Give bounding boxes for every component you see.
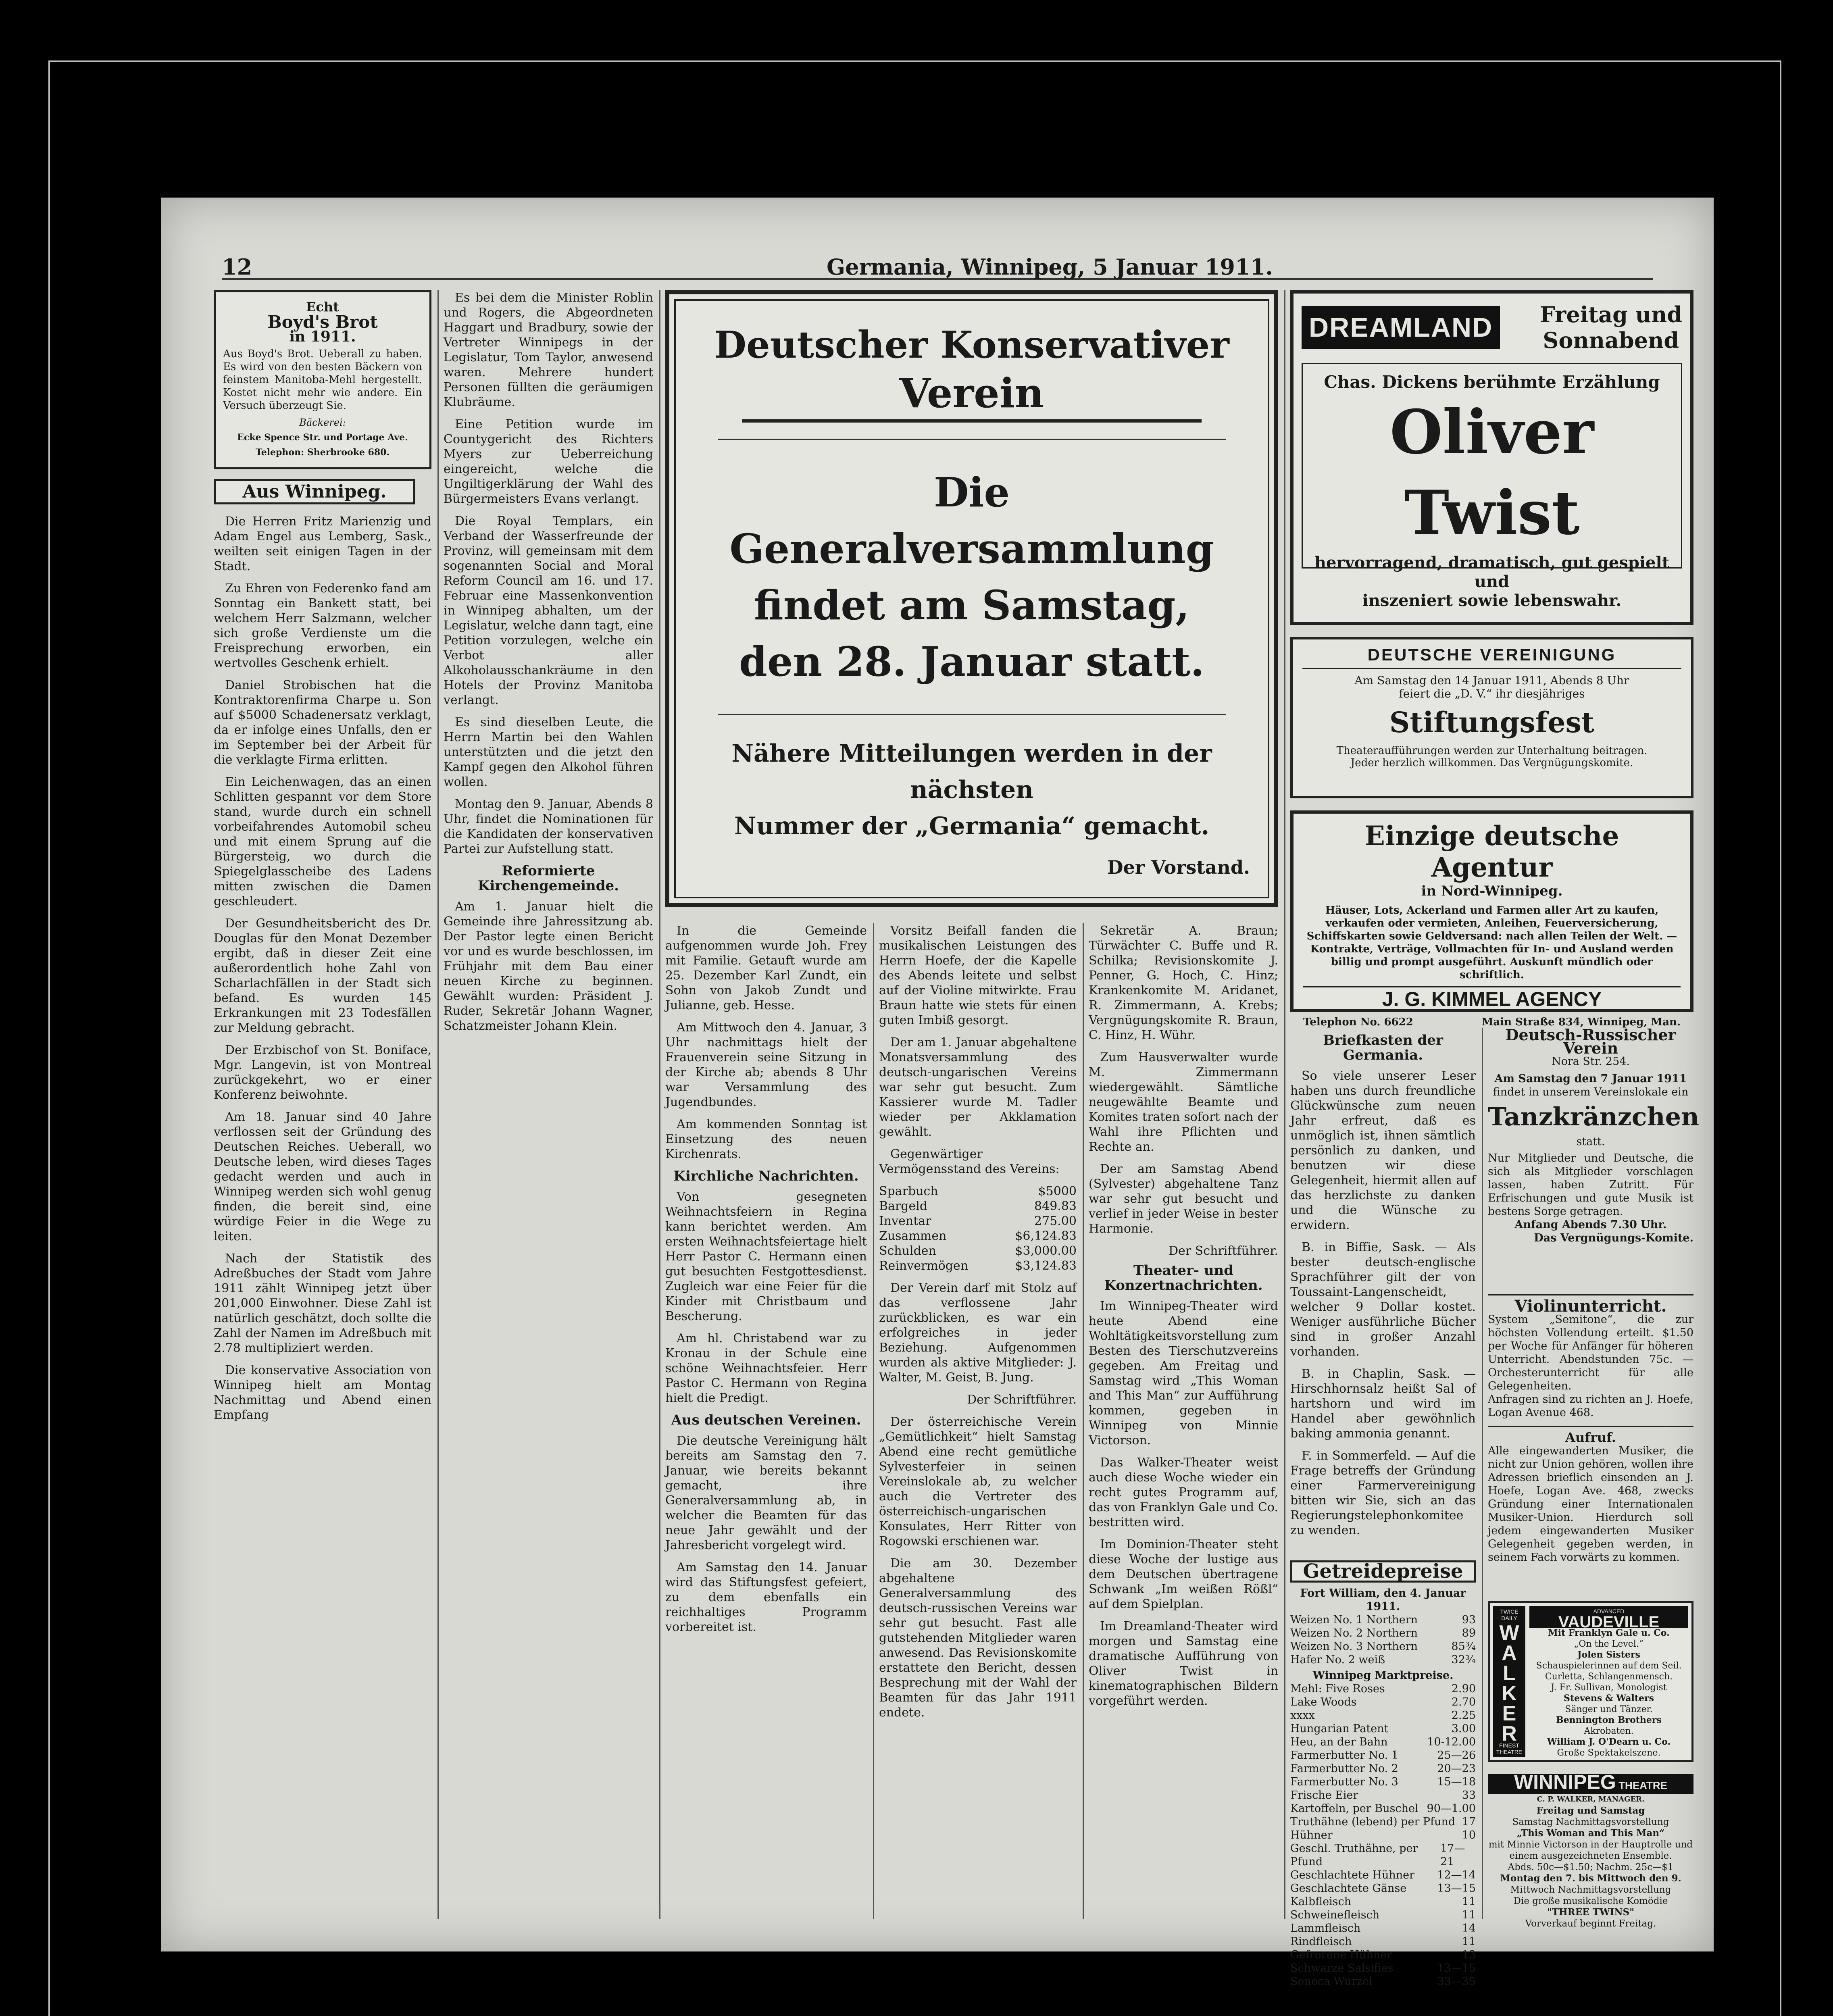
table-row (1290, 1722, 1476, 1735)
row-value: 12—14 (1437, 1869, 1476, 1881)
row-label: Zusammen (879, 1229, 947, 1243)
article-paragraph: Im Dreamland-Theater wird morgen und Samstag eine dramatische Aufführung von Oliver Twist in kinematographischen Bildern vorgeführt werden. (1089, 1619, 1278, 1708)
vereinigung-line-4: Jeder herzlich willkommen. Das Vergnügungskomite. (1350, 757, 1633, 769)
folio-title: Germania, Winnipeg, 5 Januar 1911. (827, 254, 1273, 280)
row-label: Farmerbutter No. 3 (1290, 1776, 1398, 1788)
theatre-logo-1: WINNIPEG (1514, 1771, 1616, 1793)
article-paragraph: Ein Leichenwagen, das an einen Schlitten gespannt vor dem Store stand, wurde durch ein schnell vorbeifahrendes Automobil scheu und mit einem Sprung auf die Bürgersteig, wo durch die Spiegelglasscheibe des Ladens mitten zwischen die Damen geschleudert. (214, 775, 431, 908)
article-paragraph: Die Royal Templars, ein Verband der Wasserfreunde der Provinz, will gemeinsam mit dem sogenannten Social and Moral Reform Council am 16. und 17. Februar eine Massenkonvention in Winnipeg abhalten, um der Legislatur, welche dann tagt, eine Petition vorzulegen, welche ein Verbot aller Alkoholausschankräume in den Hotels der Provinz Manitoba verlangt. (444, 514, 653, 707)
table-row (1290, 1709, 1476, 1722)
article-paragraph: Nach der Statistik des Adreßbuches der Stadt vom Jahre 1911 zählt Winnipeg jetzt über 201,000 Einwohner. Diese Zahl ist natürlich geschätzt, doch sollte die Zahl der Namen im Adreßbuch mit 2.78 multipliziert werden. (214, 1252, 431, 1355)
walker-side-banner (1493, 1606, 1525, 1757)
row-label: Mehl: Five Roses (1290, 1683, 1385, 1695)
vereinigung-line-3: Theateraufführungen werden zur Unterhaltung beitragen. (1336, 745, 1648, 757)
russischer-line-2: findet in unserem Vereinslokale ein (1493, 1086, 1689, 1098)
article-paragraph: Daniel Strobischen hat die Kontraktorenfirma Charpe u. Son auf $5000 Schadenersatz verklagt, da er infolge eines Unfalls, den er im September bei der Arbeit für die verklagte Firma erlitten. (214, 678, 431, 767)
table-row (879, 1243, 1077, 1258)
russischer-time: Anfang Abends 7.30 Uhr. (1514, 1218, 1667, 1231)
table-row (1290, 1682, 1476, 1695)
row-label: Truthähne (lebend) per Pfund (1290, 1816, 1456, 1828)
row-value: 11 (1462, 1909, 1476, 1921)
table-row (1290, 1695, 1476, 1709)
ad-signature: Der Vorstand. (1107, 856, 1250, 878)
row-value: 15—18 (1437, 1776, 1476, 1788)
table-row (1290, 1948, 1476, 1962)
column-4 (879, 923, 1077, 1919)
dreamland-desc-2: inszeniert sowie lebenswahr. (1362, 591, 1622, 610)
row-value: 11 (1462, 1935, 1476, 1948)
table-row (1290, 1640, 1476, 1653)
row-label: Inventar (879, 1214, 931, 1228)
column-2 (444, 290, 653, 1919)
vereinigung-line-2: feiert die „D. V.“ ihr diesjähriges (1399, 687, 1585, 700)
agentur-address: Main Straße 834, Winnipeg, Man. (1481, 1016, 1681, 1028)
table-row (1290, 1975, 1476, 1988)
row-label: Lake Woods (1290, 1696, 1357, 1708)
dreamland-author: Chas. Dickens berühmte Erzählung (1324, 372, 1660, 392)
walker-line: Jolen Sisters (1577, 1649, 1640, 1660)
walker-side-text: WALKER (1498, 1621, 1521, 1742)
section-title-aus-winnipeg: Aus Winnipeg. (214, 479, 415, 504)
getreide-sub: Fort William, den 4. Januar 1911. (1300, 1587, 1466, 1613)
table-row (1290, 1735, 1476, 1749)
vereinigung-title: DEUTSCHE VEREINIGUNG (1302, 645, 1681, 669)
table-row (1290, 1749, 1476, 1762)
walker-line: William J. O'Dearn u. Co. (1547, 1737, 1671, 1747)
row-value: 93 (1462, 1614, 1476, 1626)
finance-table (879, 1184, 1077, 1273)
row-value: 90—1.00 (1427, 1802, 1476, 1815)
konservativer-verein-ad (665, 290, 1278, 907)
ad-title-1: Deutscher Konservativer (714, 323, 1229, 367)
boyds-addr2: Ecke Spence Str. und Portage Ave. (237, 432, 408, 443)
walker-line: Sänger und Tänzer. (1565, 1704, 1653, 1714)
russischer-line-1: Am Samstag den 7 Januar 1911 (1494, 1073, 1687, 1085)
article-paragraph: Im Dominion-Theater steht diese Woche der lustige aus dem Deutschen übertragene Schwank „Im weißen Rößl“ auf dem Spielplan. (1089, 1537, 1278, 1611)
row-value: 85¾ (1451, 1640, 1476, 1653)
article-paragraph: Die Herren Fritz Marienzig und Adam Engel aus Lemberg, Sask., weilten seit einigen Tagen in der Stadt. (214, 514, 431, 573)
row-label: Geschlachtete Hühner (1290, 1869, 1414, 1881)
row-value: 33 (1462, 1789, 1476, 1801)
row-value: 33—35 (1437, 1975, 1476, 1988)
theatre-line: Freitag und Samstag (1536, 1805, 1645, 1816)
boyds-l3: in 1911. (289, 328, 356, 345)
row-label: Weizen No. 2 Northern (1290, 1627, 1418, 1639)
table-row (879, 1199, 1077, 1214)
row-value: 10-12.00 (1427, 1736, 1476, 1748)
violin-body: System „Semitone“, die zur höchsten Vollendung erteilt. $1.50 per Woche für Anfänger für höheren Unterricht. Abendstunden 75c. — Orchesterunterricht für alle Gelegenheiten. (1488, 1313, 1693, 1392)
agentur-body: Häuser, Lots, Ackerland und Farmen aller Art zu kaufen, verkaufen oder vermieten, Anleihen, Feuerversicherung, Schiffskarten sowie Geldversand: nach allen Teilen der Welt. — Kontrakte, Verträge, Vollmachten für In- und Ausland werden billig und prompt ausgeführt. Auskunft mündlich oder schriftlich. (1306, 904, 1677, 981)
row-value: 11 (1462, 1895, 1476, 1908)
ad-title-2: Verein (742, 367, 1202, 423)
article-paragraph: F. in Sommerfeld. — Auf die Frage betreffs der Gründung einer Farmervereinigung bitten wir Sie, sich an das Regierungstelephonkomitee zu wenden. (1290, 1449, 1476, 1537)
row-value: 3.00 (1451, 1722, 1476, 1735)
article-paragraph: Am Samstag den 14. Januar wird das Stiftungsfest gefeiert, zu dem ebenfalls ein reichhaltiges Programm vorbereitet ist. (665, 1560, 867, 1634)
walker-advanced: ADVANCED (1593, 1608, 1625, 1614)
getreidepreise (1290, 1560, 1476, 1988)
article-paragraph: Am hl. Christabend war zu Kronau in der Schule eine schöne Weihnachtsfeier. Herr Pastor C. Hermann von Regina hielt die Predigt. (665, 1331, 867, 1405)
walker-tag-2: FINEST THEATRE (1496, 1742, 1523, 1755)
article-paragraph: Am kommenden Sonntag ist Einsetzung des neuen Kirchenrats. (665, 1117, 867, 1161)
masthead (222, 246, 1653, 280)
aufruf-title: Aufruf. (1488, 1426, 1693, 1444)
grain-table-2 (1290, 1682, 1476, 1988)
dreamland-ad (1290, 290, 1693, 625)
row-value: 2.25 (1451, 1709, 1476, 1722)
table-row (1290, 1815, 1476, 1829)
walker-line: J. Fr. Sullivan, Monologist (1551, 1683, 1667, 1693)
row-label: Hafer No. 2 weiß (1290, 1654, 1385, 1666)
table-row (879, 1184, 1077, 1199)
walker-vaudeville-ad (1488, 1601, 1693, 1762)
row-label: xxxx (1290, 1709, 1315, 1722)
agentur-telephone: Telephon No. 6622 (1303, 1016, 1413, 1028)
column-rule (659, 290, 660, 1919)
column-1 (214, 290, 431, 1919)
table-row (1290, 1922, 1476, 1935)
column-3 (665, 923, 867, 1919)
dreamland-days-2: Sonnabend (1543, 327, 1679, 353)
row-label: Weizen No. 1 Northern (1290, 1614, 1418, 1626)
violin-contact: Anfragen sind zu richten an J. Hoefe, Logan Avenue 468. (1488, 1393, 1693, 1419)
column-rule (1083, 923, 1084, 1919)
row-label: Heu, an der Bahn (1290, 1736, 1388, 1748)
boyds-body: Aus Boyd's Brot. Ueberall zu haben. Es wird von den besten Bäckern von feinstem Manitoba-Mehl hergestellt. Kostet nicht mehr wie andere. Ein Versuch überzeugt Sie. (223, 348, 422, 412)
table-row (1290, 1802, 1476, 1815)
ad-main-3: den 28. Januar statt. (739, 638, 1205, 685)
article-paragraph: B. in Chaplin, Sask. — Hirschhornsalz heißt Sal of hartshorn und wird im Handel aber gewöhnlich baking ammonia genannt. (1290, 1367, 1476, 1441)
violin-and-aufruf (1488, 1294, 1693, 1585)
column-rule (437, 290, 439, 1919)
russischer-sign: Das Vergnügungs-Komite. (1534, 1232, 1693, 1244)
theatre-line: Samstag Nachmittagsvorstellung (1512, 1817, 1669, 1827)
briefkasten-column (1290, 1028, 1476, 1552)
table-row (1290, 1653, 1476, 1666)
section-heading: Aus deutschen Vereinen. (671, 1412, 861, 1428)
boyds-l2: Boyd's Brot (267, 312, 378, 332)
row-label: Schulden (879, 1244, 936, 1258)
column-5 (1089, 923, 1278, 1919)
row-label: Geschlachtete Gänse (1290, 1882, 1407, 1895)
column-rule (1284, 290, 1285, 1919)
row-value: $6,124.83 (1015, 1229, 1077, 1243)
russischer-sub: Nora Str. 254. (1551, 1055, 1630, 1068)
article-paragraph: Es bei dem die Minister Roblin und Rogers, die Abgeordneten Haggart und Bradbury, sowie der Vertreter Winnipegs in der Legislatur, Tom Taylor, anwesend waren. Mehrere hundert Personen füllten die geräumigen Klubräume. (444, 291, 653, 409)
row-value: 2.90 (1451, 1683, 1476, 1695)
table-row (879, 1214, 1077, 1229)
row-value: $3,000.00 (1015, 1244, 1077, 1258)
walker-line: Bennington Brothers (1556, 1715, 1662, 1725)
row-value: 849.83 (1034, 1199, 1077, 1213)
walker-line: „On the Level.“ (1574, 1639, 1643, 1649)
ad-sub-1: Nähere Mitteilungen werden in der nächsten (731, 739, 1212, 804)
theatre-line: Abds. 50c—$1.50; Nachm. 25c—$1 (1508, 1862, 1674, 1872)
ad-main-1: Die Generalversammlung (729, 469, 1214, 573)
row-value: 13—15 (1437, 1962, 1476, 1974)
theatre-line: Montag den 7. bis Mittwoch den 9. (1500, 1873, 1681, 1884)
table-row (1290, 1775, 1476, 1789)
walker-line: Akrobaten. (1584, 1726, 1634, 1736)
boyds-addr3: Telephon: Sherbrooke 680. (255, 447, 390, 458)
article-paragraph: Sekretär A. Braun; Türwächter C. Buffe und R. Schilka; Revisionskomite J. Penner, G. Hoch, C. Hinz; Krankenkomite M. Aridanet, R. Zimmermann, A. Krebs; Vergnügungskomite R. Braun, C. Hinz, H. Wühr. (1089, 924, 1278, 1042)
article-paragraph: Der Erzbischof von St. Boniface, Mgr. Langevin, ist von Montreal zurückgekehrt, wo er einer Konferenz beiwohnte. (214, 1043, 431, 1102)
walker-line: Curletta, Schlangenmensch. (1545, 1672, 1673, 1682)
row-value: 13—15 (1437, 1882, 1476, 1895)
column-rule (1482, 1028, 1483, 1919)
row-value: 32¾ (1451, 1654, 1476, 1666)
section-heading: Reformierte Kirchengemeinde. (477, 863, 619, 894)
article-paragraph: Die deutsche Vereinigung hält bereits am Samstag den 7. Januar, wie bereits bekannt gemacht, ihre Generalversammlung ab, in welcher die Beamten für das neue Jahr gewählt und der Jahresbericht vorgelegt wird. (665, 1434, 867, 1552)
article-paragraph: Die am 30. Dezember abgehaltene Generalversammlung des deutsch-russischen Vereins war sehr gut besucht. Fast alle gutstehenden Mitglieder waren anwesend. Das Revisionskomite erstattete den Bericht, dessen Besprechung mit der Wahl der Beamten für das Jahr 1911 endete. (879, 1556, 1077, 1720)
article-paragraph: Am 1. Januar hielt die Gemeinde ihre Jahressitzung ab. Der Pastor legte einen Bericht vor und es wurde beschlossen, im Frühjahr mit dem Bau einer neuen Kirche zu beginnen. Gewählt wurden: Präsident J. Ruder, Sekretär Johann Wagner, Schatzmeister Johann Klein. (444, 900, 653, 1033)
article-paragraph: In die Gemeinde aufgenommen wurde Joh. Frey mit Familie. Getauft wurde am 25. Dezember Karl Zundt, ein Sohn von Jakob Zundt und Julianne, geb. Hesse. (665, 924, 867, 1012)
article-paragraph: Am 18. Januar sind 40 Jahre verflossen seit der Gründung des Deutschen Reiches. Ueberall, wo Deutsche leben, wird dieses Tages gedacht werden und auch in Winnipeg werden sich wohl genug finden, die bereit sind, eine würdige Feier in die Wege zu leiten. (214, 1110, 431, 1243)
theatre-line: Vorverkauf beginnt Freitag. (1525, 1918, 1656, 1929)
table-row (1290, 1882, 1476, 1895)
row-value: 13 (1462, 1949, 1476, 1961)
boyds-bread-ad (214, 290, 431, 469)
row-label: Lammfleisch (1290, 1922, 1361, 1935)
row-label: Seneca Wurzel (1290, 1975, 1373, 1988)
theatre-line: "THREE TWINS" (1547, 1907, 1635, 1918)
section-heading: Theater- und Konzertnachrichten. (1104, 1262, 1263, 1293)
getreide-sub-2: Winnipeg Marktpreise. (1312, 1669, 1454, 1682)
row-value: 2.70 (1451, 1696, 1476, 1708)
row-label: Rindfleisch (1290, 1935, 1352, 1948)
dreamland-title: Oliver Twist (1389, 397, 1594, 548)
article-paragraph: Vorsitz Beifall fanden die musikalischen Leistungen des Herrn Hoefe, der die Kapelle des Abends leitete und selbst auf der Violine mitwirkte. Frau Braun hatte wie stets für einen guten Imbiß gesorgt. (879, 924, 1077, 1027)
article-paragraph: Der am Samstag Abend (Sylvester) abgehaltene Tanz war sehr gut besucht und verlief in jeder Weise in bester Harmonie. (1089, 1162, 1278, 1236)
article-paragraph: So viele unserer Leser haben uns durch freundliche Glückwünsche zum neuen Jahr erfreut, daß es unmöglich ist, ihnen sämtlich persönlich zu danken, und benutzen wir diese Gelegenheit, hiermit allen auf das herzlichste zu danken und die Wünsche zu erwidern. (1290, 1069, 1476, 1232)
kimmel-agency-ad (1290, 810, 1693, 1028)
boyds-addr1: Bäckerei: (299, 417, 346, 428)
theatre-logo-2: THEATRE (1618, 1779, 1668, 1791)
article-paragraph: Montag den 9. Januar, Abends 8 Uhr, findet die Nominationen für die Kandidaten der konservativen Partei zur Aufstellung statt. (444, 797, 653, 856)
article-paragraph: Von gesegneten Weihnachtsfeiern in Regina kann berichtet werden. Am ersten Weihnachtsfeiertage hielt Herr Pastor C. Hermann einen gut besuchten Festgottesdienst. Zugleich war eine Feier für die Kinder mit Christbaum und Bescherung. (665, 1190, 867, 1323)
section-heading: Kirchliche Nachrichten. (673, 1168, 859, 1184)
article-paragraph: Der österreichische Verein „Gemütlichkeit“ hielt Samstag Abend eine recht gemütliche Sylvesterfeier in seinen Vereinslokale ab, zu welcher auch die Vertreter des österreichisch-ungarischen Konsulates, Herr Ritter von Rogowski erschienen war. (879, 1415, 1077, 1548)
signature: Der Schriftführer. (967, 1393, 1077, 1407)
article-paragraph: Der Gesundheitsbericht des Dr. Douglas für den Monat Dezember ergibt, daß in dieser Zeit eine außerordentlich hohe Zahl von Scharlachfällen in der Stadt sich befand. Es wurden 145 Erkrankungen mit 23 Todesfällen zur Meldung gebracht. (214, 916, 431, 1035)
newspaper-page (161, 198, 1714, 1988)
boyds-l1: Echt (306, 299, 339, 314)
row-label: Hühner (1290, 1829, 1333, 1841)
grain-table-1 (1290, 1613, 1476, 1666)
table-row (1290, 1935, 1476, 1948)
article-paragraph: Die konservative Association von Winnipeg hielt am Montag Nachmittag und Abend einen Empfang (214, 1363, 431, 1422)
walker-vaudeville: VAUDEVILLE (1558, 1613, 1660, 1631)
page-number: 12 (222, 254, 252, 280)
russischer-title: Deutsch-Russischer Verein (1505, 1026, 1676, 1057)
row-value: 10 (1462, 1829, 1476, 1841)
row-value: 17—21 (1440, 1842, 1465, 1868)
dreamland-logo: DREAMLAND (1302, 306, 1500, 349)
article-paragraph: Zu Ehren von Federenko fand am Sonntag ein Bankett statt, bei welchem Herr Salzmann, welcher sich große Verdienste um die Freisprechung erworben, ein wertvolles Geschenk erhielt. (214, 581, 431, 670)
row-value: $5000 (1038, 1184, 1077, 1198)
walker-tag-1: TWICE DAILY (1500, 1608, 1518, 1621)
row-value: 275.00 (1034, 1214, 1077, 1228)
agentur-firm: J. G. KIMMEL AGENCY (1303, 986, 1681, 1012)
row-label: Farmerbutter No. 2 (1290, 1762, 1398, 1775)
row-value: 17 (1462, 1816, 1476, 1828)
row-value: 14 (1462, 1922, 1476, 1935)
row-label: Schweinefleisch (1290, 1909, 1380, 1921)
table-row (1290, 1908, 1476, 1922)
dreamland-desc-1: hervorragend, dramatisch, gut gespielt und (1314, 553, 1670, 591)
theatre-manager: C. P. WALKER, MANAGER. (1537, 1795, 1645, 1804)
row-label: Schwarze Salsifies (1290, 1962, 1393, 1974)
table-row (1290, 1829, 1476, 1842)
vereinigung-ad (1290, 637, 1693, 798)
table-row (879, 1229, 1077, 1243)
theatre-line: mit Minnie Victorson in der Hauptrolle und einem ausgezeichneten Ensemble. (1488, 1839, 1693, 1861)
violin-title: Violinunterricht. (1488, 1294, 1693, 1313)
table-row (1290, 1895, 1476, 1908)
table-row (1290, 1762, 1476, 1775)
table-row (1290, 1789, 1476, 1802)
vereinigung-line-1: Am Samstag den 14 Januar 1911, Abends 8 Uhr (1354, 674, 1629, 687)
theatre-line: Die große musikalische Komödie (1513, 1896, 1668, 1906)
table-row (1290, 1962, 1476, 1975)
row-label: Bargeld (879, 1199, 928, 1213)
row-label: Farmerbutter No. 1 (1290, 1749, 1398, 1762)
russischer-body: Nur Mitglieder und Deutsche, die sich als Mitglieder vorschlagen lassen, haben Zutritt. Für Erfrischungen und gute Musik ist bestens Sorge getragen. (1488, 1152, 1693, 1218)
winnipeg-theatre-ad (1488, 1771, 1693, 1929)
section-heading: Briefkasten der Germania. (1323, 1032, 1443, 1063)
article-paragraph: Der Verein darf mit Stolz auf das verflossene Jahr zurückblicken, es war ein erfolgreiches in jeder Beziehung. Aufgenommen wurden als aktive Mitglieder: J. Walter, M. Geist, B. Jung. (879, 1281, 1077, 1385)
row-label: Kartoffeln, per Buschel (1290, 1802, 1418, 1815)
finance-intro: Gegenwärtiger Vermögensstand des Vereins: (879, 1147, 1060, 1176)
row-value: 89 (1462, 1627, 1476, 1639)
russischer-dance: Tanzkränzchen (1488, 1102, 1700, 1131)
vereinigung-fest: Stiftungsfest (1389, 706, 1595, 739)
aufruf-body: Alle eingewanderten Musiker, die nicht zur Union gehören, wollen ihre Adressen brieflich einsenden an J. Hoefe, Logan Ave. 468, zwecks Gründung einer Internationalen Musiker-Union. Hierdurch soll jedem eingewanderten Musiker Gelegenheit gegeben werden, in seinem Fach vorwärts zu kommen. (1488, 1445, 1693, 1564)
article-paragraph: B. in Biffie, Sask. — Als bester deutsch-englische Sprachführer gilt der von Toussaint-Langenscheidt, welcher 9 Dollar kostet. Weniger ausführliche Bücher sind in großer Anzahl vorhanden. (1290, 1240, 1476, 1359)
column-rule (873, 923, 874, 1919)
signature: Der Schriftführer. (1169, 1244, 1278, 1258)
russischer-verein-ad (1488, 1026, 1700, 1278)
article-paragraph: Es sind dieselben Leute, die Herrn Martin bei den Wahlen unterstützten und die jetzt den Kampf gegen den Alkohol führen wollen. (444, 715, 653, 789)
theatre-line: „This Woman and This Man“ (1516, 1828, 1665, 1839)
article-paragraph: Im Winnipeg-Theater wird heute Abend eine Wohltätigkeitsvorstellung zum Besten des Tierschutzvereins gegeben. Am Freitag und Samstag wird „This Woman and This Man“ zur Aufführung kommen, gegeben in Winnipeg von Minnie Victorson. (1089, 1299, 1278, 1447)
row-value: $3,124.83 (1015, 1259, 1077, 1273)
article-paragraph: Zum Hausverwalter wurde M. Zimmermann wiedergewählt. Sämtliche neugewählte Beamte und Komites traten sofort nach der Wahl ihre Pflichten und Rechte an. (1089, 1050, 1278, 1154)
row-label: Gefrorene Hühner (1290, 1949, 1392, 1961)
table-row (1290, 1842, 1476, 1868)
walker-line: Große Spektakelszene. (1557, 1748, 1661, 1758)
agentur-title: Einzige deutsche Agentur (1364, 820, 1619, 883)
article-paragraph: Der am 1. Januar abgehaltene Monatsversammlung des deutsch-ungarischen Vereins war sehr gut besucht. Zum Kassierer wurde M. Tadler wieder per Akklamation gewählt. (879, 1035, 1077, 1139)
table-row (1290, 1868, 1476, 1882)
row-label: Reinvermögen (879, 1259, 969, 1273)
table-row (1290, 1627, 1476, 1640)
table-row (879, 1258, 1077, 1273)
row-label: Weizen No. 3 Northern (1290, 1640, 1418, 1653)
row-value: 20—23 (1437, 1762, 1476, 1775)
row-label: Sparbuch (879, 1184, 938, 1198)
row-label: Kalbfleisch (1290, 1895, 1352, 1908)
article-paragraph: Am Mittwoch den 4. Januar, 3 Uhr nachmittags hielt der Frauenverein seine Sitzung in der Kirche ab; abends 8 Uhr war Versammlung des Jugendbundes. (665, 1020, 867, 1109)
ad-sub-2: Nummer der „Germania“ gemacht. (734, 812, 1210, 840)
row-label: Frische Eier (1290, 1789, 1358, 1801)
row-label: Geschl. Truthähne, per Pfund (1290, 1842, 1418, 1868)
row-value: 25—26 (1437, 1749, 1476, 1762)
article-paragraph: Das Walker-Theater weist auch diese Woche wieder ein recht gutes Programm auf, das von Franklyn Gale und Co. bestritten wird. (1089, 1456, 1278, 1529)
getreide-title: Getreidepreise (1290, 1560, 1476, 1583)
row-label: Hungarian Patent (1290, 1722, 1389, 1735)
russischer-statt: statt. (1576, 1135, 1605, 1148)
article-paragraph: Eine Petition wurde im Countygericht des Richters Myers zur Ueberreichung eingereicht, welche die Ungiltigerklärung der Wahl des Bürgermeisters Evans verlangt. (444, 417, 653, 506)
dreamland-days-1: Freitag und (1539, 302, 1682, 327)
theatre-line: Mittwoch Nachmittagsvorstellung (1510, 1885, 1671, 1895)
walker-line: Stevens & Walters (1564, 1693, 1654, 1704)
table-row (1290, 1613, 1476, 1627)
ad-main-2: findet am Samstag, (754, 581, 1190, 629)
walker-line: Mit Franklyn Gale u. Co. (1548, 1628, 1670, 1638)
walker-line: Schauspielerinnen auf dem Seil. (1536, 1661, 1682, 1671)
agentur-subtitle: in Nord-Winnipeg. (1421, 883, 1563, 899)
